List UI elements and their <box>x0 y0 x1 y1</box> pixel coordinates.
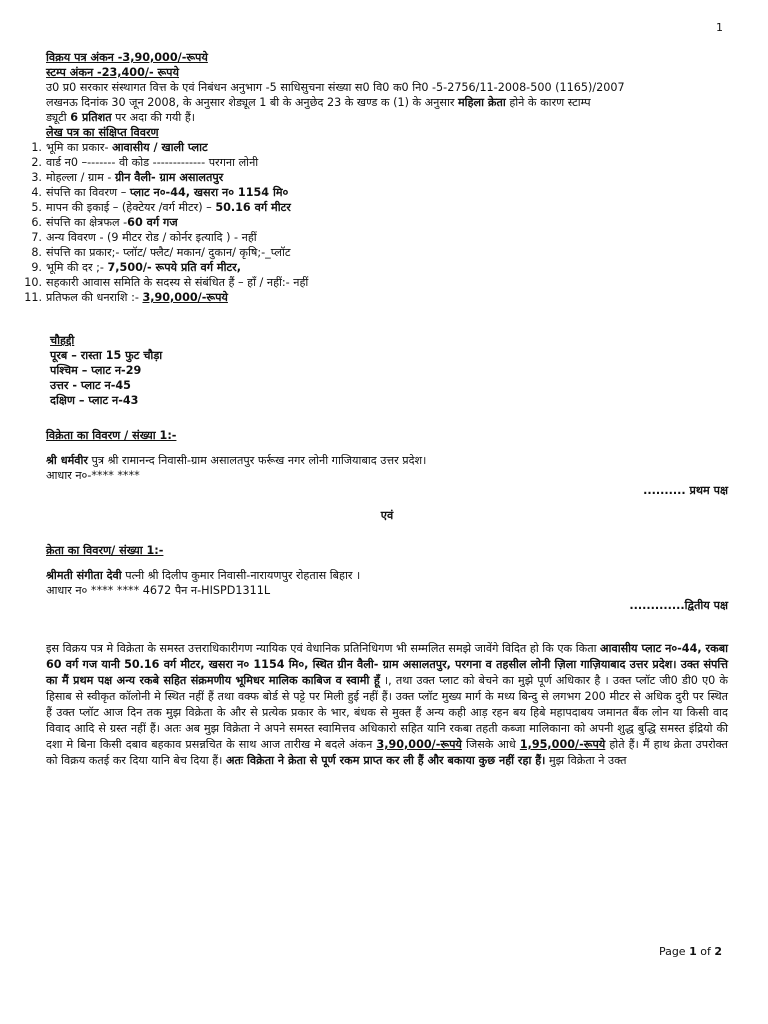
summary-item <box>31 200 728 215</box>
buyer-name: श्रीमती संगीता देवी <box>46 569 122 582</box>
summary-item-number: 8. <box>31 246 42 259</box>
current-page: 1 <box>689 945 697 958</box>
boundary-east: पूरब – रास्ता 15 फुट चौड़ा <box>50 349 163 362</box>
summary-item <box>31 245 728 260</box>
half-amount: 1,95,000/-रूपये <box>519 738 606 751</box>
summary-item-label: संपत्ति का क्षेत्रफल - <box>46 216 128 229</box>
payment-received-text: अतः विक्रेता ने क्रेता से पूर्ण रकम प्राप्त कर ली हैं और बकाया कुछ नहीं रहा हैं। <box>225 754 546 767</box>
summary-item-value: 3,90,000/-रूपये <box>142 291 228 304</box>
summary-item <box>24 275 728 290</box>
summary-item <box>31 185 728 200</box>
consideration-amount: 3,90,000/-रूपये <box>376 738 462 751</box>
buyer-details: श्रीमती संगीता देवी पत्नी श्री दिलीप कुमार निवासी-नारायणपुर रोहतास बिहार । <box>46 569 361 582</box>
document-body <box>24 50 728 769</box>
stamp-percent-text: 6 प्रतिशत <box>70 111 112 124</box>
page-number-top: 1 <box>716 21 723 34</box>
buyer-title: क्रेता का विवरण/ संख्या 1:- <box>46 544 164 557</box>
buyer-aadhaar-pan: आधार न० **** **** 4672 पैन न-HISPD1311L <box>46 584 271 597</box>
summary-item <box>24 290 728 305</box>
summary-item-label: सहकारी आवास समिति के सदस्य से संबंधित हैं – हाँ / नहीं:- नहीं <box>46 276 309 289</box>
seller-title: विक्रेता का विवरण / संख्या 1:- <box>46 429 177 442</box>
total-pages: 2 <box>714 945 722 958</box>
stamp-amount-heading: स्टम्प अंकन -23,400/- रूपये <box>46 66 180 79</box>
summary-item-value: आवासीय / खाली प्लाट <box>112 141 208 154</box>
summary-item-number: 6. <box>31 216 42 229</box>
summary-item-value: 50.16 वर्ग मीटर <box>215 201 291 214</box>
summary-item-number: 5. <box>31 201 42 214</box>
summary-list <box>24 140 728 305</box>
summary-item-number: 10. <box>24 276 42 289</box>
seller-details: श्री धर्मवीर पुत्र श्री रामानन्द निवासी-ग्राम असालतपुर फर्रूख नगर लोनी गाजियाबाद उत्तर प्रदेश। <box>46 454 427 467</box>
summary-item-label: मोहल्ला / ग्राम - <box>46 171 115 184</box>
seller-aadhaar: आधार न०-**** **** <box>46 469 140 482</box>
summary-item-number: 3. <box>31 171 42 184</box>
property-description: आवासीय प्लाट न०-44, रकबा 60 वर्ग गज यानी 50.16 वर्ग मीटर, खसरा न० 1154 मि०, स्थित ग्रीन वैली- ग्राम असालतपुर, परगना व तहसील लोनी ज़िला गाज़ियाबाद उत्तर प्रदेश। उक्त संपत्ति का मैं प्रथम पक्ष अन्य रकबे सहित संक्रमणीय भूमिधर मालिक काबिज व स्वामी हूँ <box>46 642 728 687</box>
female-buyer-text: महिला क्रेता <box>457 96 506 109</box>
summary-item-label: भूमि की दर ;- <box>46 261 108 274</box>
summary-item-label: मापन की इकाई – (हेक्टेयर /वर्ग मीटर) – <box>46 201 216 214</box>
summary-item <box>31 230 728 245</box>
summary-item-number: 2. <box>31 156 42 169</box>
summary-item <box>31 260 728 275</box>
summary-title: लेख पत्र का संक्षिप्त विवरण <box>46 126 159 139</box>
summary-item-number: 7. <box>31 231 42 244</box>
summary-item <box>31 170 728 185</box>
summary-item <box>31 155 728 170</box>
summary-item-number: 9. <box>31 261 42 274</box>
second-party-label: .............द्वितीय पक्ष <box>629 599 728 612</box>
summary-item-label: वार्ड न0 –------- वी कोड ------------- परगना लोनी <box>46 156 259 169</box>
boundaries-title: चौहद्दी <box>50 334 75 347</box>
summary-item-label: प्रतिफल की धनराशि :- <box>46 291 143 304</box>
conjunction-text: एवं <box>380 509 394 522</box>
summary-item <box>31 140 728 155</box>
summary-item-value: 60 वर्ग गज <box>127 216 178 229</box>
summary-item-number: 4. <box>31 186 42 199</box>
summary-item <box>31 215 728 230</box>
deed-paragraph: इस विक्रय पत्र मे विक्रेता के समस्त उत्तराधिकारीगण न्यायिक एवं वेधानिक प्रतिनिधिगण भी सम्मलित समझे जावेंगे विदित हो कि एक किता आवासीय प्लाट न०-44, रकबा 60 वर्ग गज यानी 50.16 वर्ग मीटर, खसरा न० 1154 मि०, स्थित ग्रीन वैली- ग्राम असालतपुर, परगना व तहसील लोनी ज़िला गाज़ियाबाद उत्तर प्रदेश। उक्त संपत्ति का मैं प्रथम पक्ष अन्य रकबे सहित संक्रमणीय भूमिधर मालिक काबिज व स्वामी हूँ ।, तथा उक्त प्लाट को बेचने का मुझे पूर्ण अधिकार है । उक्त प्लॉट जी0 डी0 ए0 के हिसाब से स्वीकृत कॉलोनी मे स्थित नहीं हैं तथा वक्फ बोर्ड से पट्टे पर मिली हुई नहीं हैं। उक्त प्लॉट मुख्य मार्ग के मध्य बिन्दु से लगभग 200 मीटर से अधिक दुरी पर स्थित हैं उक्त प्लॉट आज दिन तक मुझ विक्रेता के और से प्रत्येक प्रकार के भार, बंधक से मुक्त हैं अन्य कही आड़ रहन बय हिबे महापदाबय जमानत बैंक लोन या किसी वाद विवाद आदि से ग्रस्त नहीं हैं। अतः अब मुझ विक्रेता ने अपने समस्त स्वामित्तव अधिकारो सहित यानि रकबा तहती कब्जा मालिकाना को अपनी शुद्ध बुद्धि समस्त इंद्रियो की दशा मे बिना किसी दबाव बहकाव प्रसन्नचित के साथ आज तारीख मे बदले अंकन 3,90,000/-रूपये जिसके आधे 1,95,000/-रूपये होते हैं। मैं हाथ क्रेता उपरोक्त को विक्रय कतई कर दिया यानि बेच दिया हैं। अतः विक्रेता ने क्रेता से पूर्ण रकम प्राप्त कर ली हैं और बकाया कुछ नहीं रहा हैं। मुझ विक्रेता ने उक्त <box>46 642 728 767</box>
summary-item-label: संपत्ति का विवरण – <box>46 186 130 199</box>
summary-item-label: संपत्ति का प्रकार;- प्लॉट/ फ्लैट/ मकान/ दुकान/ कृषि;-_प्लॉट <box>46 246 291 259</box>
sale-amount-heading: विक्रय पत्र अंकन -3,90,000/-रूपये <box>46 51 208 64</box>
notification-line-1: उ0 प्र0 सरकार संस्थागत वित्त के एवं निबंधन अनुभाग -5 साधिसुचना संख्या स0 वि0 क0 नि0 -5-2756/11-2008-500 (1165)/2007 <box>46 81 625 94</box>
summary-item-label: अन्य विवरण - (9 मीटर रोड / कोर्नर इत्यादि ) - नहीं <box>46 231 257 244</box>
boundary-north: उत्तर - प्लाट न-45 <box>50 379 131 392</box>
summary-item-value: प्लाट न०-44, खसरा न० 1154 मि० <box>129 186 289 199</box>
page-footer: Page 1 of 2 <box>658 945 722 958</box>
summary-item-value: 7,500/- रूपये प्रति वर्ग मीटर, <box>107 261 241 274</box>
boundaries-section <box>50 333 728 408</box>
notification-line-2: लखनऊ दिनांक 30 जून 2008, के अनुसार शेड्यूल 1 बी के अनुछेद 23 के खण्ड क (1) के अनुसार महिला क्रेता होने के कारण स्टाम्प <box>46 96 591 109</box>
summary-item-value: ग्रीन वैली- ग्राम असालतपुर <box>115 171 224 184</box>
notification-line-3: ड्यूटी 6 प्रतिशत पर अदा की गयी हैं। <box>46 111 196 124</box>
first-party-label: .......... प्रथम पक्ष <box>643 484 728 497</box>
boundary-south: दक्षिण – प्लाट न-43 <box>50 394 139 407</box>
summary-item-number: 11. <box>24 291 42 304</box>
summary-item-label: भूमि का प्रकार- <box>46 141 113 154</box>
summary-item-number: 1. <box>31 141 42 154</box>
seller-name: श्री धर्मवीर <box>46 454 88 467</box>
boundary-west: पश्चिम – प्लाट न-29 <box>50 364 142 377</box>
